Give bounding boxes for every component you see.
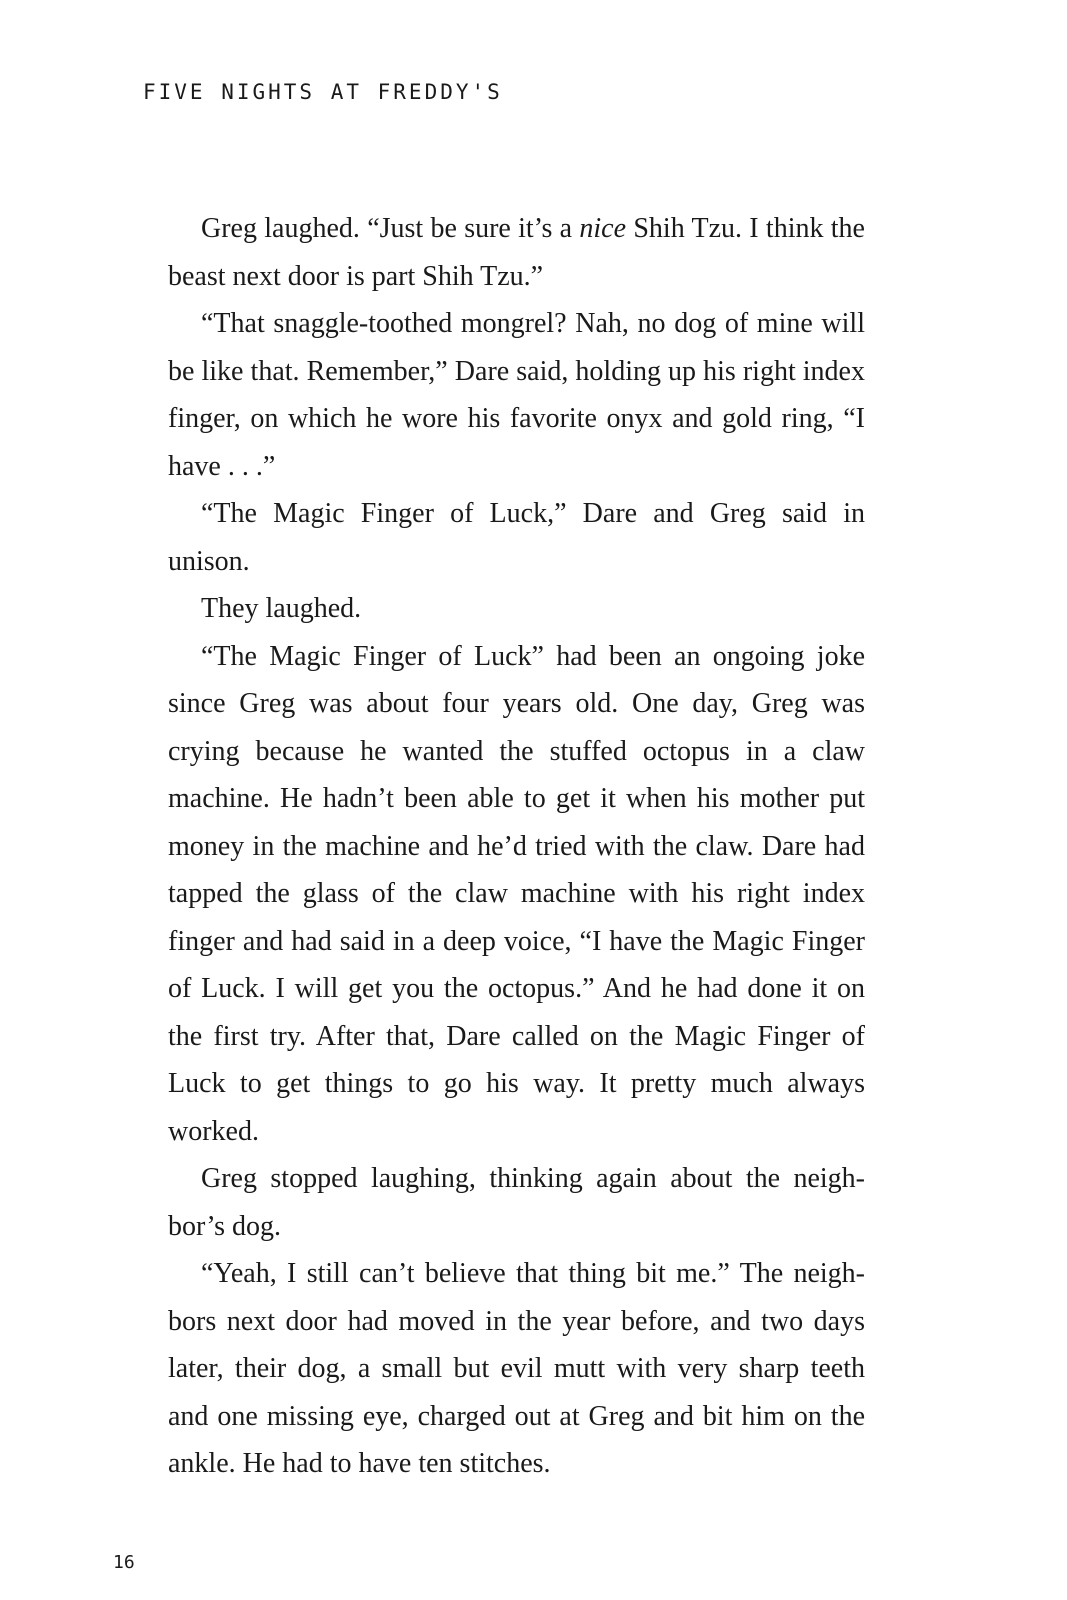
- paragraph: They laughed.: [201, 593, 362, 624]
- paragraph: “Yeah, I still can’t believe that thing bit me.” The neighbors next door had moved in the year before, and two days later, their dog, a small but evil mutt with very sharp teeth and one missing eye, charged out at Greg and bit him on the ankle. He had to have ten stitches.: [168, 1258, 865, 1479]
- paragraph: Greg stopped laughing, thinking again about the neighbor’s dog.: [168, 1163, 865, 1242]
- paragraph: “That snaggle-toothed mongrel? Nah, no dog of mine will be like that. Remember,” Dare said, holding up his right index finger, on which he wore his favorite onyx and gold ring, “I have . . .”: [168, 308, 865, 482]
- paragraph: “The Magic Finger of Luck,” Dare and Greg said in unison.: [168, 498, 865, 577]
- paragraph: [168, 205, 865, 300]
- paragraph-text: Shih Tzu. I think the beast next door is part Shih Tzu.”: [168, 213, 865, 292]
- running-head: FIVE NIGHTS AT FREDDY'S: [143, 80, 503, 104]
- page-number: 16: [113, 1552, 135, 1573]
- emphasized-word: nice: [579, 213, 627, 244]
- body-text: [168, 205, 865, 1488]
- paragraph: “The Magic Finger of Luck” had been an ongoing joke since Greg was about four years old. One day, Greg was crying because he wanted the stuffed octopus in a claw machine. He hadn’t been able to get it when his mother put money in the machine and he’d tried with the claw. Dare had tapped the glass of the claw machine with his right index finger and had said in a deep voice, “I have the Magic Finger of Luck. I will get you the octopus.” And he had done it on the first try. After that, Dare called on the Magic Finger of Luck to get things to go his way. It pretty much always worked.: [168, 640, 865, 1147]
- paragraph-text: Greg laughed. “Just be sure it’s a: [201, 213, 580, 244]
